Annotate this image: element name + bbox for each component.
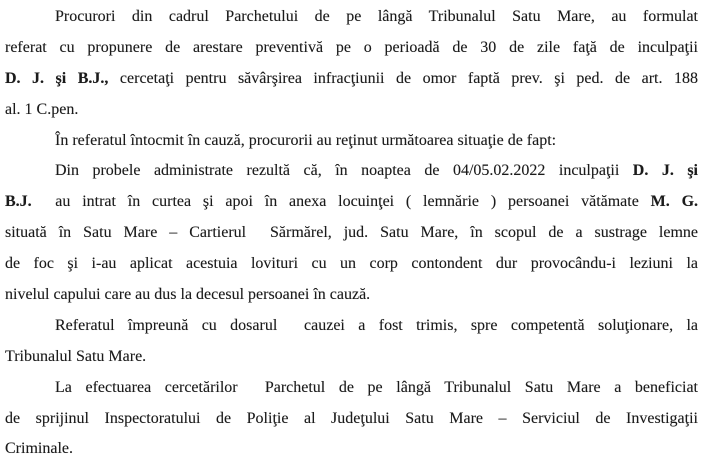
text-run-bold: M. G. [650, 193, 698, 211]
text-run: Procurori din cadrul Parchetului de pe lângă Tribunalul Satu Mare, au formulat [55, 8, 698, 25]
text-run: Criminale. [5, 440, 73, 458]
text-line [5, 218, 698, 249]
text-run-bold: D. J. şi [632, 162, 698, 180]
text-line [5, 434, 698, 465]
text-run: referat cu propunere de arestare preventivă pe o perioadă de 30 de zile faţă de inculpaţii [5, 38, 698, 56]
text-run: cercetaţi pentru săvârşirea infracţiunii de omor faptă prev. şi ped. de art. 188 [108, 69, 698, 87]
text-line [5, 2, 698, 33]
text-run: au intrat în curtea şi apoi în anexa locuinţei ( lemnărie ) persoanei vătămate [31, 193, 651, 211]
text-line [5, 342, 698, 373]
text-line [5, 249, 698, 280]
text-run: Tribunalul Satu Mare. [5, 347, 147, 365]
text-run: Referatul împreună cu dosarul cauzei a fost trimis, spre competentă soluţionare, la [55, 316, 698, 334]
text-run: Din probele administrate rezultă că, în noaptea de 04/05.02.2022 inculpaţii [55, 162, 633, 180]
text-line [5, 33, 698, 64]
text-line [5, 126, 698, 157]
text-run: al. 1 C.pen. [5, 100, 79, 118]
text-line [5, 156, 698, 187]
text-line [5, 64, 698, 95]
text-line [5, 95, 698, 126]
text-line [5, 280, 698, 311]
text-run-bold: D. J. şi B.J., [5, 69, 109, 87]
text-run: În referatul întocmit în cauză, procurorii au reţinut următoarea situaţie de fapt: [55, 131, 557, 149]
text-run: La efectuarea cercetărilor Parchetul de pe lângă Tribunalul Satu Mare a beneficiat [55, 378, 698, 396]
text-line [5, 187, 698, 218]
text-line [5, 311, 698, 342]
text-run: de sprijinul Inspectoratului de Poliţie al Judeţului Satu Mare – Serviciul de Investigaţii [5, 409, 698, 427]
text-run: situată în Satu Mare – Cartierul Sărmărel, jud. Satu Mare, în scopul de a sustrage lemne [5, 224, 698, 242]
text-run: de foc şi i-au aplicat acestuia lovituri cu un corp contondent dur provocându-i leziuni la [5, 255, 698, 273]
text-line [5, 373, 698, 404]
text-run-bold: B.J. [5, 193, 32, 211]
text-run: nivelul capului care au dus la decesul persoanei în cauză. [5, 286, 371, 304]
text-line [5, 404, 698, 435]
